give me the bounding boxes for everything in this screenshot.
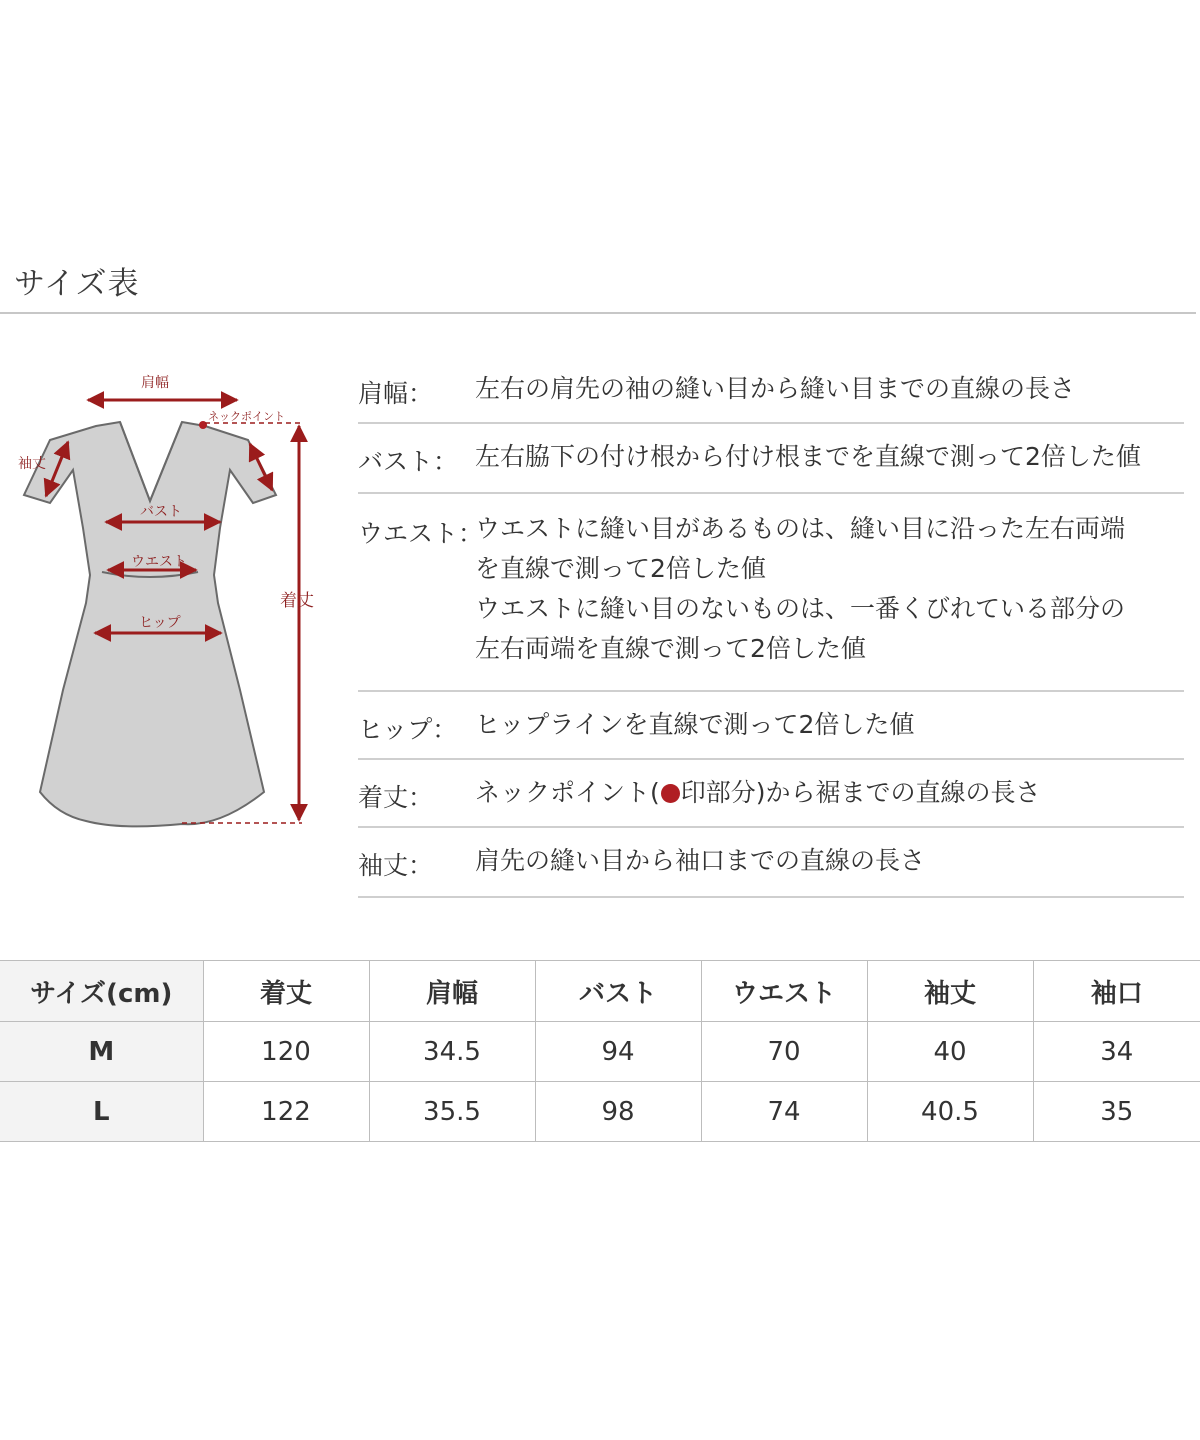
definition-row [358, 494, 1184, 692]
header-shoulder: 肩幅 [369, 961, 535, 1022]
table-cell: 34 [1033, 1022, 1200, 1082]
definition-text: ヒップラインを直線で測って2倍した値 [475, 710, 915, 739]
header-waist: ウエスト [701, 961, 867, 1022]
definition-text: 左右の肩先の袖の縫い目から縫い目までの直線の長さ [475, 374, 1076, 403]
size-label: M [0, 1022, 203, 1082]
header-length: 着丈 [203, 961, 369, 1022]
header-size: サイズ(cm) [0, 961, 203, 1022]
table-row [0, 1022, 1200, 1082]
table-cell: 35.5 [369, 1082, 535, 1142]
label-bust: バスト [140, 504, 182, 520]
definition-row [358, 828, 1184, 898]
table-cell: 94 [535, 1022, 701, 1082]
neck-point-dot-icon [661, 784, 680, 803]
table-cell: 74 [701, 1082, 867, 1142]
definition-term: 袖丈： [358, 851, 434, 880]
label-neck-point: ネックポイント [208, 410, 285, 423]
definition-row [358, 692, 1184, 760]
header-bust: バスト [535, 961, 701, 1022]
garment-diagram [0, 360, 340, 840]
table-cell: 98 [535, 1082, 701, 1142]
table-cell: 40 [867, 1022, 1033, 1082]
definition-text: ネックポイント( 印部分)から裾までの直線の長さ [475, 778, 1041, 807]
definition-text: ウエストに縫い目があるものは、縫い目に沿った左右両端 を直線で測って2倍した値 ウエストに縫い目のないものは、一番くびれている部分の 左右両端を直線で測って2倍した値 [475, 514, 1126, 663]
label-shoulder: 肩幅 [141, 375, 169, 391]
label-waist: ウエスト [131, 554, 187, 570]
page-title: サイズ表 [14, 266, 140, 302]
definition-row [358, 356, 1184, 424]
table-cell: 40.5 [867, 1082, 1033, 1142]
label-sleeve: 袖丈 [18, 456, 46, 472]
definition-term: ウエスト： [358, 519, 484, 548]
table-cell: 122 [203, 1082, 369, 1142]
neck-point-dot [199, 421, 207, 429]
table-header-row [0, 961, 1200, 1022]
definition-term: 着丈： [358, 783, 434, 812]
measurement-definitions [358, 356, 1184, 898]
definition-term: バスト： [358, 447, 459, 476]
table-cell: 120 [203, 1022, 369, 1082]
header-cuff: 袖口 [1033, 961, 1200, 1022]
header-sleeve-length: 袖丈 [867, 961, 1033, 1022]
label-length: 着丈 [280, 591, 314, 611]
table-cell: 70 [701, 1022, 867, 1082]
size-label: L [0, 1082, 203, 1142]
definition-text: 左右脇下の付け根から付け根までを直線で測って2倍した値 [475, 442, 1141, 471]
definition-text: 肩先の縫い目から袖口までの直線の長さ [475, 846, 926, 875]
size-table [0, 960, 1200, 1142]
table-cell: 35 [1033, 1082, 1200, 1142]
definition-row [358, 760, 1184, 828]
title-divider [0, 312, 1196, 314]
label-hip: ヒップ [139, 615, 181, 631]
definition-term: ヒップ： [358, 715, 458, 744]
table-row [0, 1082, 1200, 1142]
definition-row [358, 424, 1184, 494]
table-cell: 34.5 [369, 1022, 535, 1082]
definition-term: 肩幅： [358, 379, 434, 408]
